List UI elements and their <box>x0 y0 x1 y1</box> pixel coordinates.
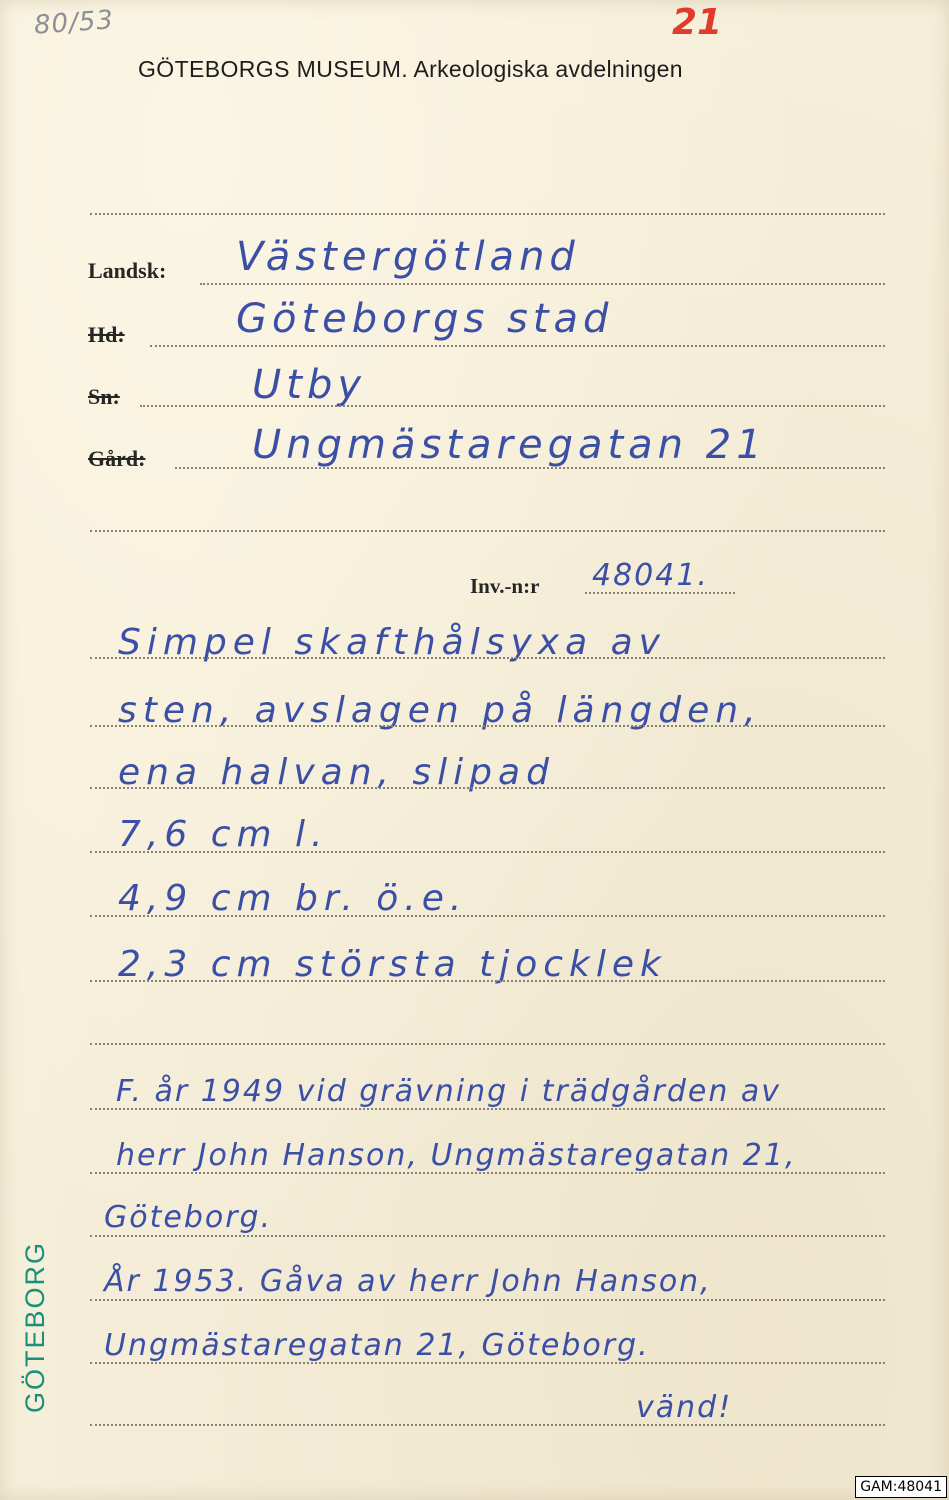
dotted-rule <box>90 915 885 917</box>
dotted-rule <box>90 1362 885 1364</box>
dotted-rule <box>90 657 885 659</box>
sn-value: Utby <box>252 362 367 408</box>
description-line: 7,6 cm l. <box>118 814 329 855</box>
reference-tag: GAM:48041 <box>855 1476 947 1498</box>
turn-over-note: vänd! <box>636 1390 733 1425</box>
gard-value: Ungmästaregatan 21 <box>252 422 767 468</box>
landsk-value: Västergötland <box>236 234 580 280</box>
dotted-rule <box>90 980 885 982</box>
museum-name: GÖTEBORGS MUSEUM. <box>138 56 409 82</box>
dotted-rule <box>90 530 885 532</box>
hd-value: Göteborgs stad <box>236 296 614 342</box>
goteborg-stamp: GÖTEBORG <box>20 1241 50 1414</box>
corner-note: 80/53 <box>33 5 115 41</box>
dotted-rule <box>140 405 885 407</box>
inventory-label: Inv.-n:r <box>470 574 540 598</box>
dotted-rule <box>90 787 885 789</box>
description-line: 2,3 cm största tjocklek <box>118 944 667 985</box>
dotted-rule <box>90 1108 885 1110</box>
sn-label: Sn: <box>88 384 120 409</box>
dotted-rule <box>150 345 885 347</box>
dotted-rule <box>90 1172 885 1174</box>
dotted-rule <box>90 1299 885 1301</box>
hd-label: Hd: <box>88 322 125 347</box>
department-name: Arkeologiska avdelningen <box>413 56 683 82</box>
description-line: 4,9 cm br. ö.e. <box>118 878 468 919</box>
gard-label: Gård: <box>88 446 146 471</box>
provenance-line: Göteborg. <box>104 1200 273 1235</box>
dotted-rule <box>90 1235 885 1237</box>
inventory-number: 48041. <box>592 558 709 593</box>
description-line: Simpel skafthålsyxa av <box>118 622 666 663</box>
dotted-rule <box>90 725 885 727</box>
provenance-line: herr John Hanson, Ungmästaregatan 21, <box>116 1138 797 1173</box>
provenance-line: Ungmästaregatan 21, Göteborg. <box>104 1328 650 1363</box>
dotted-rule <box>90 1424 885 1426</box>
dotted-rule <box>200 283 885 285</box>
provenance-line: F. år 1949 vid grävning i trädgården av <box>116 1074 782 1109</box>
dotted-rule <box>175 467 885 469</box>
landsk-label: Landsk: <box>88 258 167 283</box>
dotted-rule <box>585 592 735 594</box>
dotted-rule <box>90 1043 885 1045</box>
sheet-number: 21 <box>672 2 723 43</box>
provenance-line: År 1953. Gåva av herr John Hanson, <box>104 1264 712 1299</box>
dotted-rule <box>90 851 885 853</box>
description-line: ena halvan, slipad <box>118 752 555 793</box>
card-header <box>138 56 683 83</box>
description-line: sten, avslagen på längden, <box>118 690 762 731</box>
dotted-rule <box>90 213 885 215</box>
